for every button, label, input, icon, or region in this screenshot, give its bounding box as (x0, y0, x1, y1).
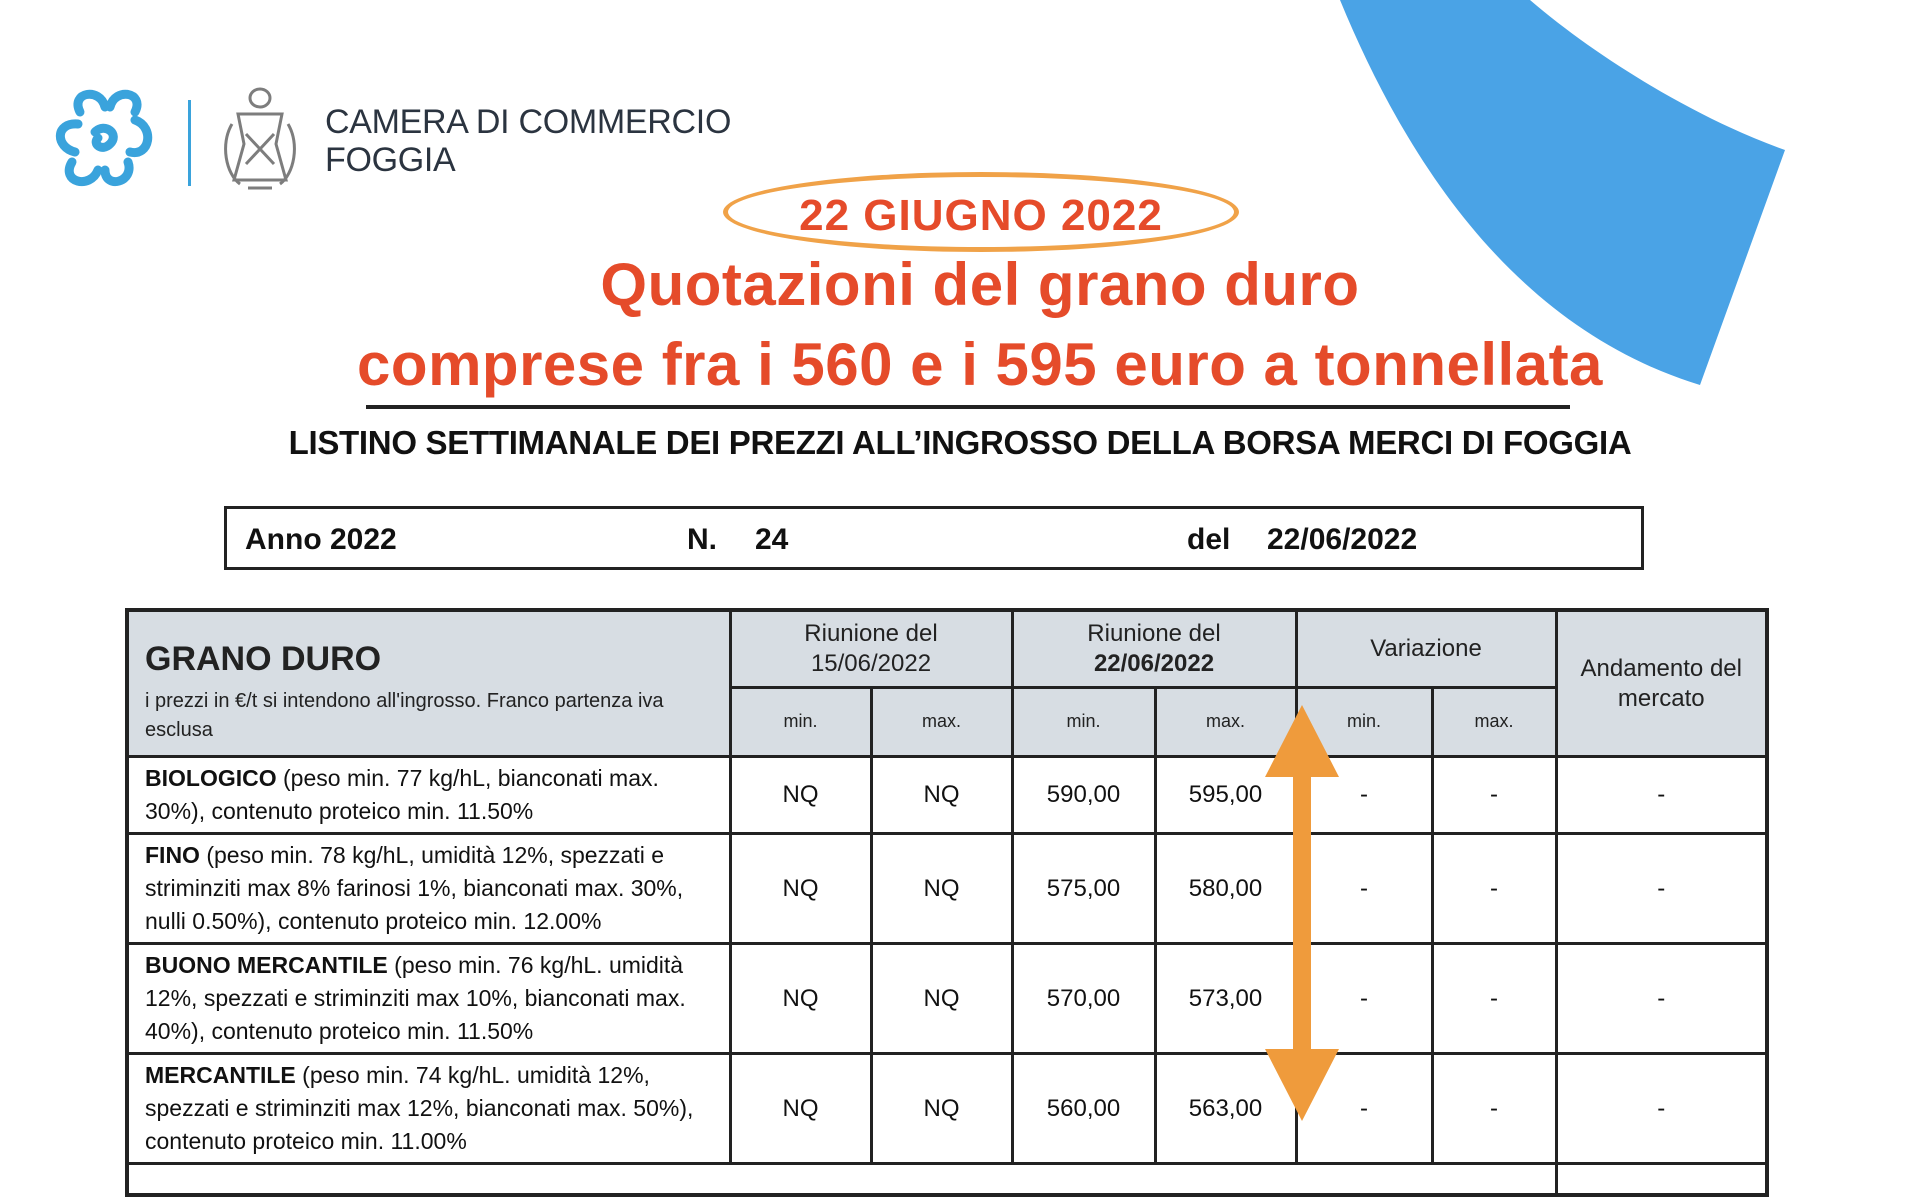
curr-min-value: 575,00 (1012, 834, 1155, 944)
row-name: FINO (145, 842, 200, 868)
curr-min-value: 560,00 (1012, 1054, 1155, 1164)
variation-header: Variazione (1296, 610, 1556, 687)
table-header-row (127, 610, 1767, 687)
table-note: i prezzi in €/t si intendono all'ingrosso. Franco partenza iva esclusa (145, 690, 664, 741)
curr-max-value: 563,00 (1155, 1054, 1296, 1164)
row-desc: (peso min. 77 kg/hL, bianconati max. 30%), contenuto proteico min. 11.50% (145, 765, 659, 824)
row-name: BUONO MERCANTILE (145, 952, 388, 978)
table-row (127, 757, 1767, 834)
table-row (127, 834, 1767, 944)
var-min-header: min. (1296, 687, 1432, 756)
market-trend-header: Andamento del mercato (1556, 610, 1767, 757)
table-title: GRANO DURO (145, 640, 382, 678)
empty-cell (1556, 1164, 1767, 1195)
empty-cell (127, 1164, 1556, 1195)
curr-max-header: max. (1155, 687, 1296, 756)
var-max-value: - (1432, 757, 1556, 834)
trend-value: - (1556, 834, 1767, 944)
prev-max-value: NQ (871, 757, 1012, 834)
double-headed-arrow-icon (1262, 703, 1342, 1123)
bulletin-info-box (224, 506, 1644, 570)
date-value: 22/06/2022 (1267, 523, 1418, 556)
organization-name (325, 103, 731, 179)
var-max-value: - (1432, 834, 1556, 944)
foggia-crest-icon (218, 84, 302, 199)
row-name: MERCANTILE (145, 1062, 296, 1088)
org-name-line2: FOGGIA (325, 141, 456, 179)
current-meeting-date: 22/06/2022 (1093, 649, 1215, 677)
current-meeting-header (1012, 610, 1296, 687)
row-name: BIOLOGICO (145, 765, 277, 791)
trend-value: - (1556, 1054, 1767, 1164)
price-table (125, 608, 1769, 1197)
headline-line2: comprese fra i 560 e i 595 euro a tonnellata (357, 331, 1603, 398)
date-banner: 22 GIUGNO 2022 (723, 172, 1239, 252)
listino-subtitle: LISTINO SETTIMANALE DEI PREZZI ALL’INGROSSO DELLA BORSA MERCI DI FOGGIA (288, 424, 1632, 461)
prev-max-value: NQ (871, 1054, 1012, 1164)
curr-max-value: 580,00 (1155, 834, 1296, 944)
var-max-value: - (1432, 1054, 1556, 1164)
var-min-value: - (1296, 944, 1432, 1054)
number-label: N. (687, 523, 717, 556)
var-max-header: max. (1432, 687, 1556, 756)
prev-min-value: NQ (730, 944, 871, 1054)
previous-meeting-header (730, 610, 1012, 687)
row-desc: (peso min. 76 kg/hL. umidità 12%, spezzati e striminziti max 10%, bianconati max. 40%), contenuto proteico min. 11.50% (145, 952, 686, 1044)
var-min-value: - (1296, 834, 1432, 944)
var-max-value: - (1432, 944, 1556, 1054)
org-name-line1: CAMERA DI COMMERCIO (325, 103, 732, 141)
prev-min-value: NQ (730, 1054, 871, 1164)
table-empty-row (127, 1164, 1767, 1195)
prev-max-header: max. (871, 687, 1012, 756)
trend-value: - (1556, 944, 1767, 1054)
table-row (127, 944, 1767, 1054)
row-desc: (peso min. 78 kg/hL, umidità 12%, spezzati e striminziti max 8% farinosi 1%, bianconati max. 30%, nulli 0.50%), contenuto proteico min. 12.00% (145, 842, 684, 934)
headline-line1: Quotazioni del grano duro (600, 251, 1360, 318)
number-value: 24 (755, 523, 789, 556)
grano-duro-header (127, 610, 730, 757)
curr-max-value: 595,00 (1155, 757, 1296, 834)
previous-meeting-label: Riunione del (804, 619, 938, 647)
var-min-value: - (1296, 757, 1432, 834)
table-row (127, 1054, 1767, 1164)
anno-label: Anno 2022 (245, 523, 397, 556)
logo-divider (188, 100, 191, 186)
row-description (127, 834, 730, 944)
prev-min-value: NQ (730, 757, 871, 834)
curr-max-value: 573,00 (1155, 944, 1296, 1054)
headline-underline (366, 405, 1570, 409)
curr-min-header: min. (1012, 687, 1155, 756)
camera-commercio-swirl-logo-icon (50, 82, 165, 197)
prev-min-value: NQ (730, 834, 871, 944)
previous-meeting-date: 15/06/2022 (810, 649, 932, 677)
row-description (127, 1054, 730, 1164)
current-meeting-label: Riunione del (1087, 619, 1221, 647)
var-min-value: - (1296, 1054, 1432, 1164)
row-description (127, 757, 730, 834)
date-label: del (1187, 523, 1231, 556)
curr-min-value: 590,00 (1012, 757, 1155, 834)
row-description (127, 944, 730, 1054)
row-desc: (peso min. 74 kg/hL. umidità 12%, spezzati e striminziti max 12%, bianconati max. 50%), contenuto proteico min. 11.00% (145, 1062, 694, 1154)
prev-max-value: NQ (871, 944, 1012, 1054)
trend-value: - (1556, 757, 1767, 834)
prev-max-value: NQ (871, 834, 1012, 944)
curr-min-value: 570,00 (1012, 944, 1155, 1054)
prev-min-header: min. (730, 687, 871, 756)
